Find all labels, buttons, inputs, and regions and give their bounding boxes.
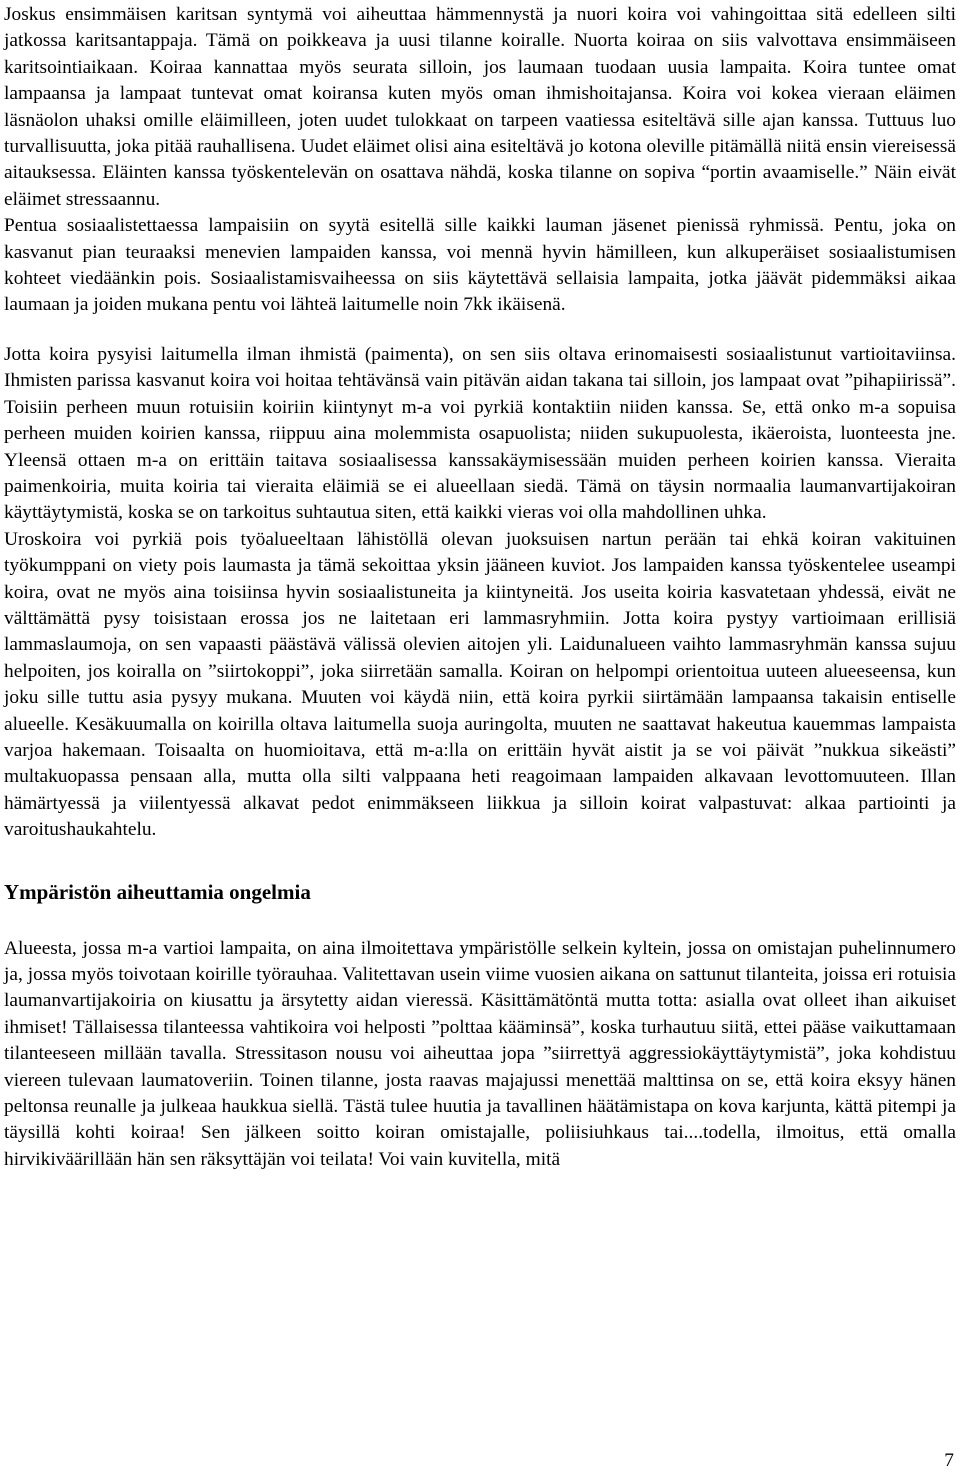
paragraph: Uroskoira voi pyrkiä pois työalueeltaan lähistöllä olevan juoksuisen nartun perään tai ehkä koiran vakituinen työkumppani on viety pois laumasta ja tämä sekoittaa yksin jääneen kuviot. Jos lampaiden kanssa työskentelee useampi koira, ovat ne myös aina toisiinsa hyvin sosiaalistuneita ja kiintyneitä. Jos useita koiria kasvatetaan yhdessä, eivät ne välttämättä pysy toisistaan erossa jos ne laitetaan eri lammasryhmiin. Jotta koira pystyy vartioimaan erillisiä lammaslaumoja, on sen vapaasti päästävä välissä olevien aitojen yli. Laidunalueen vaihto lammasryhmän kanssa sujuu helpoiten, jos koiralla on ”siirtokoppi”, joka siirretään samalla. Koiran on helpompi orientoitua uuteen alueeseensa, kun joku sille tuttu asia pysyy mukana. Muuten voi käydä niin, että koira pyrkii siirtämään lampaansa takaisin entiselle alueelle. Kesäkuumalla on koirilla oltava laitumella suoja auringolta, muuten ne saattavat hakeutua kauemmas lampaista varjoa hakemaan. Toisaalta on huomioitava, että m-a:lla on erittäin hyvät aistit ja se voi päivät ”nukkua sikeästi” multakuopassa pensaan alla, mutta olla silti valppaana heti reagoimaan lampaiden alkavaan levottomuuteen. Illan hämärtyessä ja viilentyessä alkavat pedot enimmäkseen liikkua ja silloin koirat valpastuvat: alkaa partiointi ja varoitushaukahtelu. xyxy=(4,528,956,841)
page-number: 7 xyxy=(944,1450,954,1471)
paragraph-spacer xyxy=(4,319,956,342)
paragraph: Pentua sosiaalistettaessa lampaisiin on syytä esitellä sille kaikki lauman jäsenet pienissä ryhmissä. Pentu, joka on kasvanut pian teuraaksi menevien lampaiden kanssa, voi mennä hyvin hämilleen, kun alkuperäiset sosiaalistumisen kohteet viedäänkin pois. Sosiaalistamisvaiheessa on siis käytettävä sellaisia lampaita, jotka jäävät pidemmäksi aikaa laumaan ja joiden mukana pentu voi lähteä laitumelle noin 7kk ikäisenä. xyxy=(4,215,956,316)
heading-spacer xyxy=(4,906,956,936)
section-heading: Ympäristön aiheuttamia ongelmia xyxy=(4,879,311,904)
document-page xyxy=(4,2,956,1173)
paragraph: Alueesta, jossa m-a vartioi lampaita, on aina ilmoitettava ympäristölle selkein kyltein, jossa on omistajan puhelinnumero ja, jossa myös toivotaan koirille työrauhaa. Valitettavan usein viime vuosien aikana on sattunut tilanteita, joissa eri rotuisia laumanvartijakoiria on kiusattu ja ärsytetty aidan vieressä. Käsittämätöntä mutta totta: asialla ovat olleet ihan aikuiset ihmiset! Tällaisessa tilanteessa vahtikoira voi helposti ”polttaa kääminsä”, koska turhautuu siitä, ettei pääse vaikuttamaan tilanteeseen millään tavalla. Stressitason nousu voi aiheuttaa jopa ”siirrettyä aggressiokäyttäytymistä”, joka kohdistuu viereen tulevaan laumatoveriin. Toinen tilanne, josta raavas majajussi menettää malttinsa on se, että koira eksyy hänen peltonsa reunalle ja julkeaa haukkua siellä. Tästä tulee huutia ja tavallinen häätämistapa on kova karjunta, kättä pitempi ja täysillä kohti koiraa! Sen jälkeen soitto koiran omistajalle, poliisiuhkaus tai....todella, ilmoitus, että omalla hirvikiväärillään hän sen räksyttäjän voi teilata! Voi vain kuvitella, mitä xyxy=(4,937,956,1170)
paragraph: Joskus ensimmäisen karitsan syntymä voi aiheuttaa hämmennystä ja nuori koira voi vahingoittaa sitä edelleen silti jatkossa karitsantappaja. Tämä on poikkeava ja uusi tilanne koiralle. Nuorta koiraa on siis valvottava ensimmäiseen karitsointiaikaan. Koiraa kannattaa myös seurata silloin, jos laumaan tuodaan uusia lampaita. Koira tuntee omat lampaansa ja lampaat tuntevat omat koiransa kuten myös oman ihmishoitajansa. Koira voi kokea vieraan eläimen läsnäolon uhaksi omille eläimilleen, joten uudet tulokkaat on tarpeen vaatiessa esiteltävä sille ajan kanssa. Tuttuus luo turvallisuutta, joka pitää rauhallisena. Uudet eläimet olisi aina esiteltävä jo kotona oleville pitämällä niitä ensin viereisessä aitauksessa. Eläinten kanssa työskentelevän on osattava nähdä, koska tilanne on sopiva “portin avaamiselle.” Näin eivät eläimet stressaannu. xyxy=(4,4,956,210)
heading-spacer xyxy=(4,844,956,878)
paragraph: Jotta koira pysyisi laitumella ilman ihmistä (paimenta), on sen siis oltava erinomaisesti sosiaalistunut vartioitaviinsa. Ihmisten parissa kasvanut koira voi hoitaa tehtävänsä vain pitävän aidan takana tai silloin, jos lampaat ovat ”pihapiirissä”. Toisiin perheen muun rotuisiin koiriin kiintynyt m-a voi pyrkiä kontaktiin niiden kanssa. Se, että onko m-a sopuisa perheen muiden koirien kanssa, riippuu aina molemmista osapuolista; niiden sukupuolesta, ikäeroista, luonteesta jne. Yleensä ottaen m-a on erittäin taitava sosiaalisessa kanssakäymisessään muiden perheen koirien kanssa. Vieraita paimenkoiria, muita koiria tai vieraita eläimiä se ei alueellaan siedä. Tämä on täysin normaalia laumanvartijakoiran käyttäytymistä, koska se on tarkoitus suhtautua siten, että kaikki vieras voi olla mahdollinen uhka. xyxy=(4,343,956,524)
